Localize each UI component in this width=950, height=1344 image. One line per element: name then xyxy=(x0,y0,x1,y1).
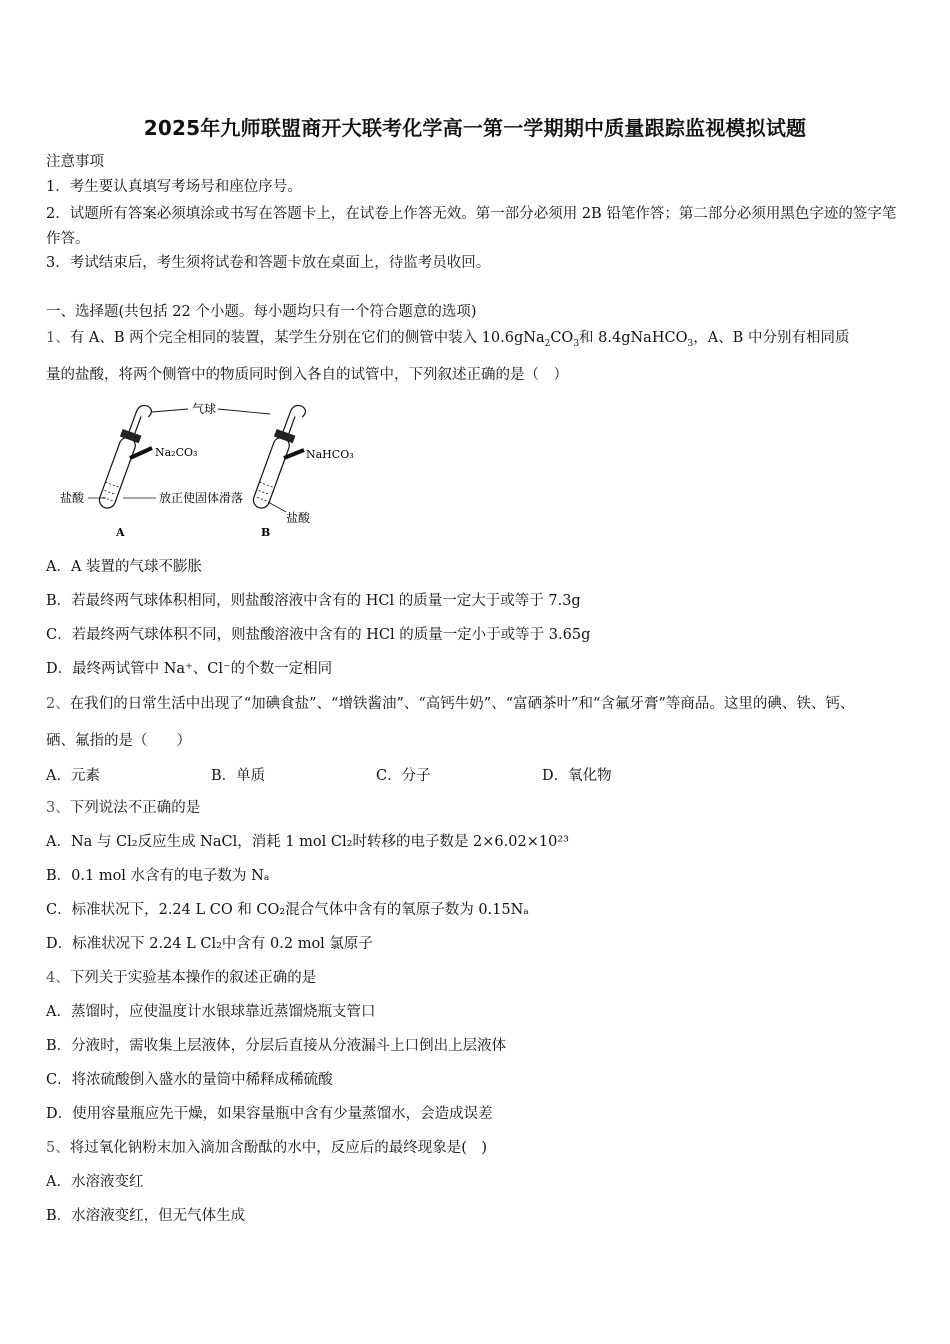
question-4: 4、下列关于实验基本操作的叙述正确的是 xyxy=(46,970,317,986)
notice-item: 3．考试结束后，考生须将试卷和答题卡放在桌面上，待监考员收回。 xyxy=(46,255,491,271)
section-heading: 一、选择题(共包括 22 个小题。每小题均只有一个符合题意的选项) xyxy=(46,304,477,320)
option-d: D．使用容量瓶应先干燥，如果容量瓶中含有少量蒸馏水，会造成误差 xyxy=(46,1106,493,1122)
notice-heading: 注意事项 xyxy=(46,154,104,170)
option-b: B．0.1 mol 水含有的电子数为 Nₐ xyxy=(46,868,270,884)
tube-b xyxy=(249,401,307,512)
notice-item: 1．考生要认真填写考场号和座位序号。 xyxy=(46,179,302,195)
option-d: D．标准状况下 2.24 L Cl₂中含有 0.2 mol 氯原子 xyxy=(46,936,373,952)
question-1: 1、有 A、B 两个完全相同的装置，某学生分别在它们的侧管中装入 $10.6gNa_2CO_3$和 8.4gNaHCO$_3$，A、B 中分别有相同质 xyxy=(46,330,850,349)
apparatus-figure xyxy=(56,398,366,543)
question-number: 4、 xyxy=(46,970,70,986)
option-c: C．若最终两气球体积不同，则盐酸溶液中含有的 HCl 的质量一定小于或等于 3.65g xyxy=(46,627,591,643)
reagent-a-label: Na₂CO₃ xyxy=(155,446,198,459)
subscript: 3 xyxy=(687,338,694,349)
option-b: B．水溶液变红，但无气体生成 xyxy=(46,1208,246,1224)
option-a: A．元素 xyxy=(46,768,100,784)
question-number: 1、 xyxy=(46,330,70,346)
question-number: 2、 xyxy=(46,696,70,712)
balloon-label: 气球 xyxy=(192,402,217,416)
question-1-line2: 量的盐酸，将两个侧管中的物质同时倒入各自的试管中，下列叙述正确的是（ ） xyxy=(46,367,568,383)
question-number: 3、 xyxy=(46,800,70,816)
instruction-label: 放正使固体滑落 xyxy=(159,491,244,505)
option-c: C．将浓硫酸倒入盛水的量筒中稀释成稀硫酸 xyxy=(46,1072,333,1088)
notice-item: 2．试题所有答案必须填涂或书写在答题卡上，在试卷上作答无效。第一部分必须用 2B 铅笔作答；第二部分必须用黑色字迹的签字笔作答。 xyxy=(46,206,897,247)
option-a: A．蒸馏时，应使温度计水银球靠近蒸馏烧瓶支管口 xyxy=(46,1004,376,1020)
question-3: 3、下列说法不正确的是 xyxy=(46,800,201,816)
question-5: 5、将过氧化钠粉末加入滴加含酚酞的水中，反应后的最终现象是( ) xyxy=(46,1140,488,1156)
tube-a xyxy=(95,401,153,512)
question-2: 2、在我们的日常生活中出现了“加碘食盐”、“增铁酱油”、“高钙牛奶”、“富硒茶叶”和“含氟牙膏”等商品。这里的碘、铁、钙、 xyxy=(46,696,855,712)
label-b: B xyxy=(261,526,271,539)
question-2-options xyxy=(46,764,906,784)
option-a: A．水溶液变红 xyxy=(46,1174,144,1190)
option-b: B．分液时，需收集上层液体，分层后直接从分液漏斗上口倒出上层液体 xyxy=(46,1038,507,1054)
question-2-line2: 硒、氟指的是（ ） xyxy=(46,733,191,749)
option-d: D．氧化物 xyxy=(542,768,612,784)
option-b: B．若最终两气球体积相同，则盐酸溶液中含有的 HCl 的质量一定大于或等于 7.3g xyxy=(46,593,581,609)
label-a: A xyxy=(116,526,125,539)
question-number: 5、 xyxy=(46,1140,70,1156)
subscript: 3 xyxy=(573,338,580,349)
page-title: 2025年九师联盟商开大联考化学高一第一学期期中质量跟踪监视模拟试题 xyxy=(143,116,807,140)
option-b: B．单质 xyxy=(211,768,266,784)
reagent-b-label: NaHCO₃ xyxy=(306,448,354,461)
option-c: C．分子 xyxy=(376,768,431,784)
subscript: 2 xyxy=(544,338,551,349)
option-d: D．最终两试管中 Na⁺、Cl⁻的个数一定相同 xyxy=(46,661,333,677)
option-c: C．标准状况下，2.24 L CO 和 CO₂混合气体中含有的氧原子数为 0.15Nₐ xyxy=(46,902,529,918)
acid-b-label: 盐酸 xyxy=(286,511,311,525)
option-a: A．Na 与 Cl₂反应生成 NaCl，消耗 1 mol Cl₂时转移的电子数是 2×6.02×10²³ xyxy=(46,834,569,850)
option-a: A．A 装置的气球不膨胀 xyxy=(46,559,203,575)
acid-a-label: 盐酸 xyxy=(60,491,85,505)
